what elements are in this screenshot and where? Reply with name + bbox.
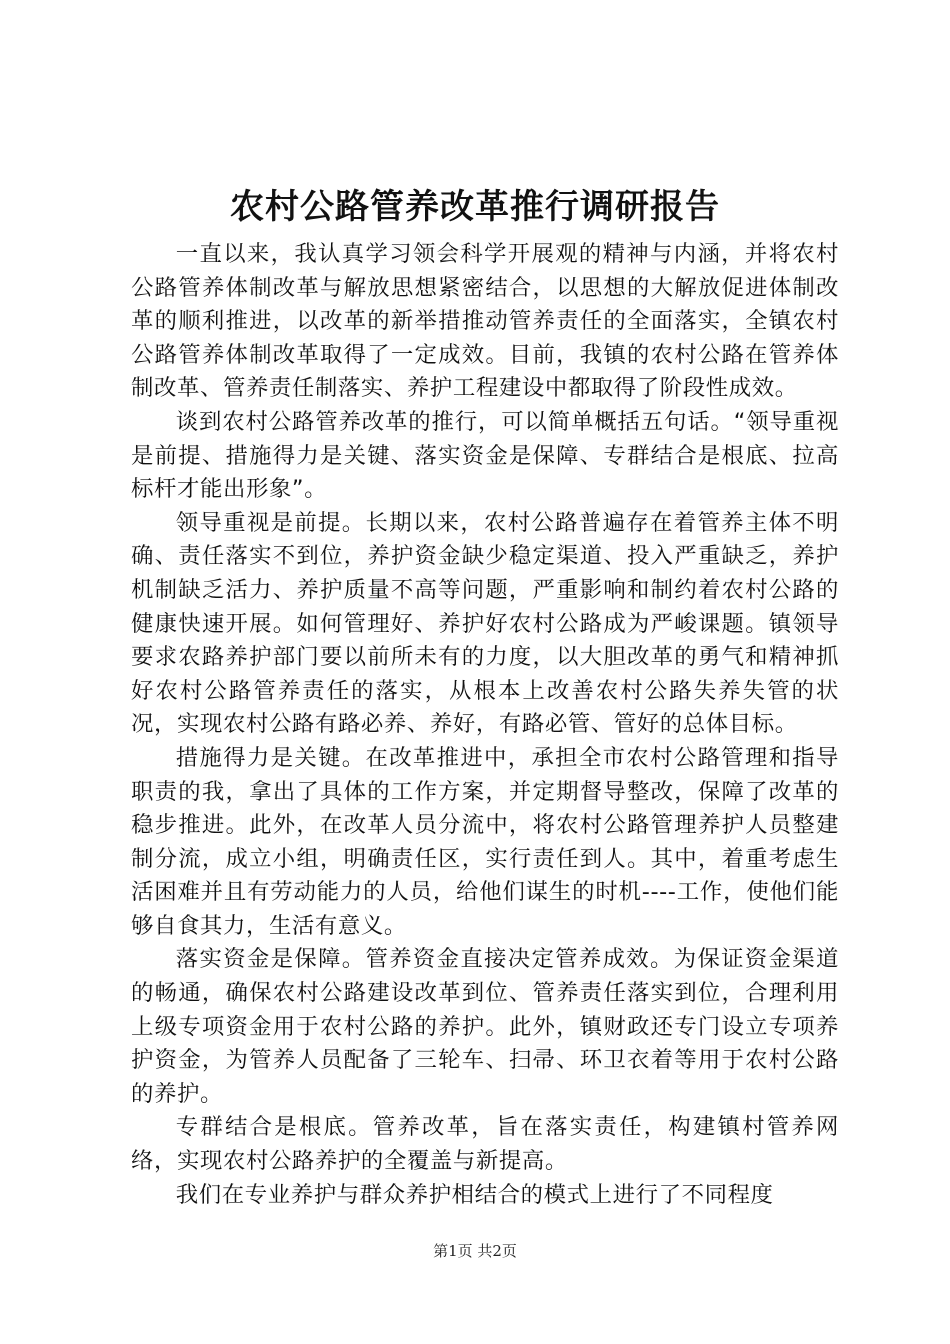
- paragraph: 落实资金是保障。管养资金直接决定管养成效。为保证资金渠道的畅通，确保农村公路建设改革到位、管养责任落实到位，合理利用上级专项资金用于农村公路的养护。此外，镇财政还专门设立专项养护资金，为管养人员配备了三轮车、扫帚、环卫衣着等用于农村公路的养护。: [131, 946, 839, 1107]
- page-number-footer: 第1页 共2页: [433, 1242, 517, 1260]
- paragraph: 谈到农村公路管养改革的推行，可以简单概括五句话。“领导重视是前提、措施得力是关键、落实资金是保障、专群结合是根底、拉高标杆才能出形象”。: [131, 408, 839, 503]
- paragraph: 一直以来，我认真学习领会科学开展观的精神与内涵，并将农村公路管养体制改革与解放思想紧密结合，以思想的大解放促进体制改革的顺利推进，以改革的新举措推动管养责任的全面落实，全镇农村公路管养体制改革取得了一定成效。目前，我镇的农村公路在管养体制改革、管养责任制落实、养护工程建设中都取得了阶段性成效。: [131, 241, 839, 402]
- paragraph: 措施得力是关键。在改革推进中，承担全市农村公路管理和指导职责的我，拿出了具体的工作方案，并定期督导整改，保障了改革的稳步推进。此外，在改革人员分流中，将农村公路管理养护人员整建制分流，成立小组，明确责任区，实行责任到人。其中，着重考虑生活困难并且有劳动能力的人员，给他们谋生的时机----工作，使他们能够自食其力，生活有意义。: [131, 744, 839, 939]
- paragraph: 领导重视是前提。长期以来，农村公路普遍存在着管养主体不明确、责任落实不到位，养护资金缺少稳定渠道、投入严重缺乏，养护机制缺乏活力、养护质量不高等问题，严重影响和制约着农村公路的健康快速开展。如何管理好、养护好农村公路成为严峻课题。镇领导要求农路养护部门要以前所未有的力度，以大胆改革的勇气和精神抓好农村公路管养责任的落实，从根本上改善农村公路失养失管的状况，实现农村公路有路必养、养好，有路必管、管好的总体目标。: [131, 509, 839, 738]
- paragraph: 我们在专业养护与群众养护相结合的模式上进行了不同程度: [175, 1181, 774, 1208]
- document-body: [131, 238, 839, 1212]
- document-title: 农村公路管养改革推行调研报告: [230, 187, 720, 227]
- paragraph: 专群结合是根底。管养改革，旨在落实责任，构建镇村管养网络，实现农村公路养护的全覆盖与新提高。: [131, 1114, 839, 1175]
